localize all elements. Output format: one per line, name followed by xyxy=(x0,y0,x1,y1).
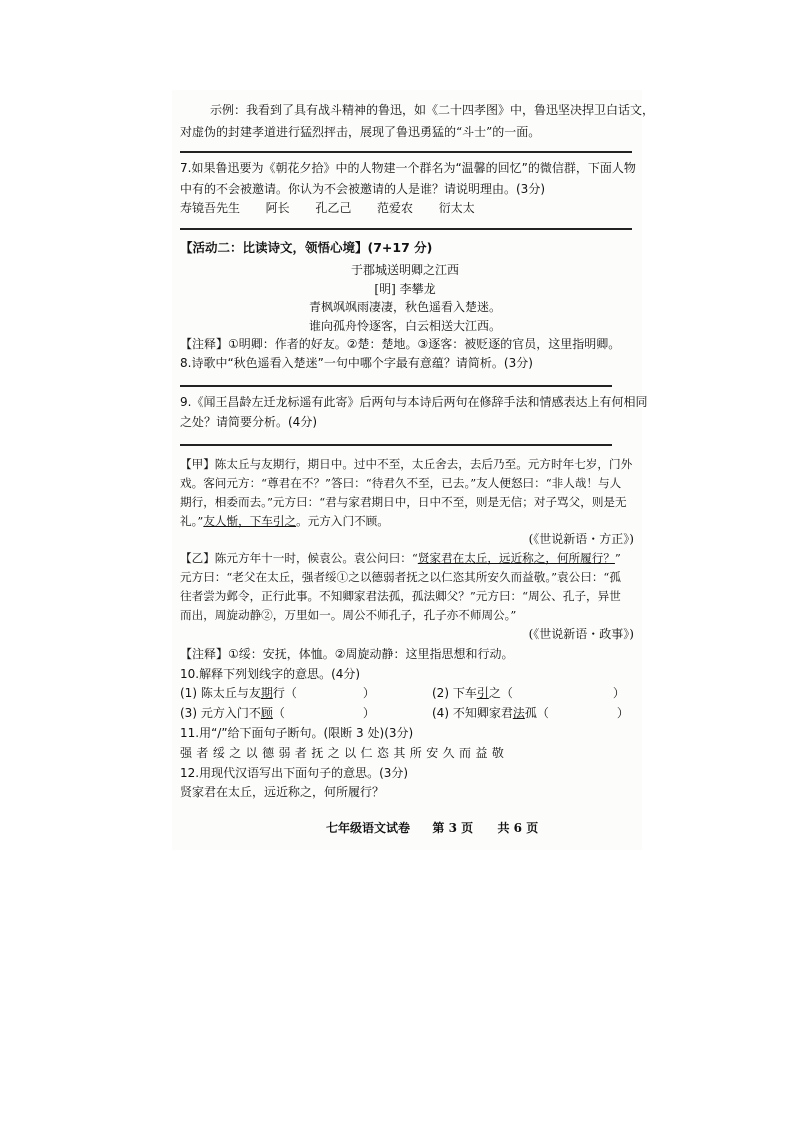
passage-a-line-1: 【甲】陈太丘与友期行，期日中。过中不至，太丘舍去，去后乃至。元方时年七岁，门外 xyxy=(180,457,633,471)
question-10-item-4: (4) 不知卿家君法孤（ ） xyxy=(432,706,629,720)
page-number: 第 3 页 xyxy=(432,821,474,835)
underlined-word: 期 xyxy=(260,686,273,700)
question-9-line-1: 9.《闻王昌龄左迁龙标遥有此寄》后两句与本诗后两句在修辞手法和情感表达上有何相同 xyxy=(180,395,648,409)
poem-author: [明] 李攀龙 xyxy=(374,282,436,296)
person-option: 孔乙己 xyxy=(315,201,352,215)
passage-a-line-3: 期行，相委而去。”元方曰：“君与家君期日中，日中不至，则是无信；对子骂父，则是无 xyxy=(180,495,627,509)
person-option: 范爱农 xyxy=(377,201,414,215)
person-option: 寿镜吾先生 xyxy=(180,201,241,215)
underlined-word: 引 xyxy=(476,686,489,700)
answer-rule-1 xyxy=(180,151,632,153)
passage-a-line-2: 戏。客问元方：“尊君在不？”答曰：“待君久不至，已去。”友人便怒曰：“非人哉！与人 xyxy=(180,476,622,490)
passage-b-source: (《世说新语・政事》) xyxy=(528,627,634,641)
poem-line-2: 谁向孤舟怜逐客，白云相送大江西。 xyxy=(308,319,501,333)
question-10-item-1: (1) 陈太丘与友期行（ ） xyxy=(180,686,375,700)
question-7-options xyxy=(180,200,475,216)
question-11-title: 11.用“/”给下面句子断句。(限断 3 处)(3分) xyxy=(180,726,414,740)
question-7-line-1: 7.如果鲁迅要为《朝花夕拾》中的人物建一个群名为“温馨的回忆”的微信群，下面人物 xyxy=(180,161,636,175)
question-10-title: 10.解释下列划线字的意思。(4分) xyxy=(180,667,361,681)
question-7-line-2: 中有的不会被邀请。你认为不会被邀请的人是谁？请说明理由。(3分) xyxy=(180,182,546,196)
underlined-word: 法 xyxy=(512,706,525,720)
exam-name: 七年级语文试卷 xyxy=(326,821,411,835)
poem-notes: 【注释】①明卿：作者的好友。②楚：楚地。③逐客：被贬逐的官员，这里指明卿。 xyxy=(180,337,621,351)
answer-rule-2 xyxy=(180,228,632,230)
person-option: 衍太太 xyxy=(438,201,475,215)
passage-b-text: 【乙】陈元方年十一时，候袁公。袁公问曰：“ xyxy=(180,551,418,565)
underlined-sentence: 贤家君在太丘，远近称之，何所履行？ xyxy=(417,551,615,565)
example-line-2: 对虚伪的封建孝道进行猛烈抨击，展现了鲁迅勇猛的“斗士”的一面。 xyxy=(180,125,541,139)
question-11-sentence: 强 者 绥 之 以 德 弱 者 抚 之 以 仁 恣 其 所 安 久 而 益 敬 xyxy=(180,746,505,760)
passage-a-source: (《世说新语・方正》) xyxy=(528,532,634,546)
passage-b-line-2: 元方曰：“老父在太丘，强者绥①之以德弱者抚之以仁恣其所安久而益敬。”袁公曰：“孤 xyxy=(180,570,621,584)
page-total: 共 6 页 xyxy=(497,821,539,835)
person-option: 阿长 xyxy=(265,201,290,215)
underlined-word: 顾 xyxy=(260,706,273,720)
question-9-line-2: 之处？请简要分析。(4分) xyxy=(180,415,317,429)
example-line-1: 示例：我看到了具有战斗精神的鲁迅，如《二十四孝图》中，鲁迅坚决捍卫白话文， xyxy=(210,103,655,117)
page-footer xyxy=(326,820,538,836)
passage-a-text: 礼。” xyxy=(180,514,204,528)
question-8: 8.诗歌中“秋色遥看入楚迷”一句中哪个字最有意蕴？请简析。(3分) xyxy=(180,356,533,370)
passage-a-text: 。元方入门不顾。 xyxy=(296,514,389,528)
poem-title: 于郡城送明卿之江西 xyxy=(350,263,459,277)
answer-rule-4 xyxy=(180,444,612,446)
passage-notes: 【注释】①绥：安抚，体恤。②周旋动静：这里指思想和行动。 xyxy=(180,647,514,661)
answer-rule-3 xyxy=(180,385,612,387)
passage-b-line-1 xyxy=(180,550,621,566)
question-12-title: 12.用现代汉语写出下面句子的意思。(3分) xyxy=(180,766,409,780)
activity-two-title: 【活动二：比读诗文，领悟心境】(7+17 分) xyxy=(180,240,433,255)
question-10-item-2: (2) 下车引之（ ） xyxy=(432,686,625,700)
passage-b-text: ” xyxy=(614,551,621,565)
poem-line-1: 青枫飒飒雨凄凄，秋色遥看入楚迷。 xyxy=(308,300,501,314)
passage-b-line-3: 往者尝为邺令，正行此事。不知卿家君法孤，孤法卿父？”元方曰：“周公、孔子，异世 xyxy=(180,589,621,603)
question-12-sentence: 贤家君在太丘，远近称之，何所履行？ xyxy=(180,785,385,799)
question-10-item-3: (3) 元方入门不顾（ ） xyxy=(180,706,375,720)
passage-a-line-4 xyxy=(180,513,389,529)
passage-b-line-4: 而出，周旋动静②，万里如一。周公不师孔子，孔子亦不师周公。” xyxy=(180,608,517,622)
underlined-sentence: 友人惭，下车引之 xyxy=(203,514,297,528)
